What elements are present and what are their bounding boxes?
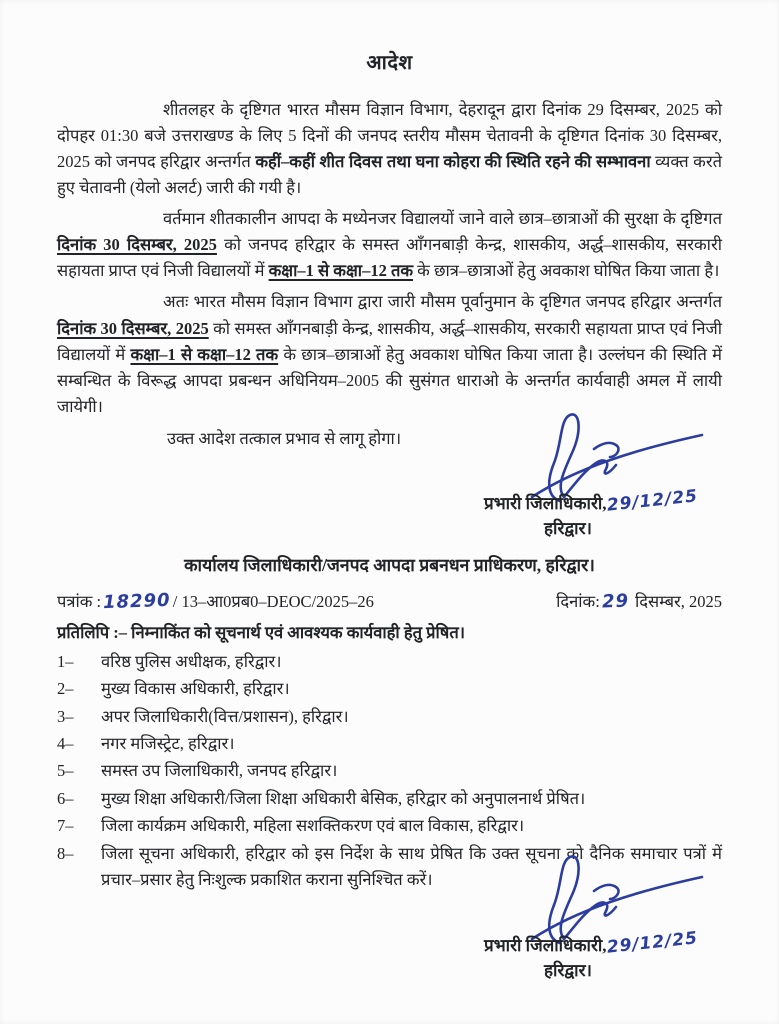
copy-item-8: 8– जिला सूचना अधिकारी, हरिद्वार को इस निर्देश के साथ प्रेषित कि उक्त सूचना को दैनिक समाचार पत्रों में प्रचार–प्रसार हेतु निःशुल्क प्रकाशित कराना सुनिश्चित करें। xyxy=(57,843,722,889)
signatory-title xyxy=(466,486,716,516)
paragraph-order-enforcement: अतः भारत मौसम विज्ञान विभाग द्वारा जारी मौसम पूर्वानुमान के दृष्टिगत जनपद हरिद्वार अन्तर्गत दिनांक 30 दिसम्बर, 2025 को समस्त ऑंगनबाड़ी केन्द्र, शासकीय, अर्द्ध–शासकीय, सरकारी सहायता प्राप्त एवं निजी विद्यालयों में कक्षा–1 से कक्षा–12 तक के छात्र–छात्राओं हेतु अवकाश घोषित किया जाता है। उल्लंघन की स्थिति में सम्बन्धित के विरूद्ध आपदा प्रबन्धन अधिनियम–2005 की सुसंगत धाराओ के अन्तर्गत कार्यवाही अमल में लायी जायेगी। xyxy=(57,292,722,416)
office-heading: कार्यालय जिलाधिकारी/जनपद आपदा प्रबनधन प्राधिकरण, हरिद्वार। xyxy=(184,554,595,575)
signature-block-bottom xyxy=(466,899,716,981)
letter-date-label: दिनांक: xyxy=(556,591,600,611)
effective-immediately-line: उक्त आदेश तत्काल प्रभाव से लागू होगा। xyxy=(167,428,402,448)
copy-item-4: 4– नगर मजिस्ट्रेट, हरिद्वार। xyxy=(57,733,235,753)
copy-to-heading: प्रतिलिपि :– निम्नाकिंत को सूचनार्थ एवं आवश्यक कार्यवाही हेतु प्रेषित। xyxy=(57,622,465,642)
signatory-place: हरिद्वार। xyxy=(544,961,592,981)
copy-item-6: 6– मुख्य शिक्षा अधिकारी/जिला शिक्षा अधिकारी बेसिक, हरिद्वार को अनुपालनार्थ प्रेषित। xyxy=(57,788,586,808)
letter-number xyxy=(57,589,374,612)
signature-date-handwritten: 29/12/25 xyxy=(605,486,699,516)
page-title: आदेश xyxy=(366,52,413,74)
paragraph-weather-warning: शीतलहर के दृष्टिगत भारत मौसम विज्ञान विभाग, देहरादून द्वारा दिनांक 29 दिसम्बर, 2025 को दोपहर 01:30 बजे उत्तराखण्ड के लिए 5 दिनों की जनपद स्तरीय मौसम चेतावनी के दृष्टिगत दिनांक 30 दिसम्बर, 2025 को जनपद हरिद्वार अन्तर्गत कहीं–कहीं शीत दिवस तथा घना कोहरा की स्थिति रहने की सम्भावना व्यक्त करते हुए चेतावनी (येलो अलर्ट) जारी की गयी है। xyxy=(57,100,722,198)
copy-item-5: 5– समस्त उप जिलाधिकारी, जनपद हरिद्वार। xyxy=(57,761,338,781)
letter-number-label: पत्रांक : xyxy=(57,591,102,611)
signature-date-handwritten: 29/12/25 xyxy=(605,928,699,959)
copy-item-1: 1– वरिष्ठ पुलिस अधीक्षक, हरिद्वार। xyxy=(57,651,282,671)
copy-item-2: 2– मुख्य विकास अधिकारी, हरिद्वार। xyxy=(57,679,290,699)
letter-date xyxy=(556,589,722,612)
letter-number-suffix: / 13–आ0प्रब0–DEOC/2025–26 xyxy=(172,591,374,611)
signatory-place: हरिद्वार। xyxy=(544,518,592,538)
signatory-title-text: प्रभारी जिलाधिकारी, xyxy=(484,936,607,956)
paragraph-holiday-declaration: वर्तमान शीतकालीन आपदा के मध्येनजर विद्यालयों जाने वाले छात्र–छात्राओं की सुरक्षा के दृष्टिगत दिनांक 30 दिसम्बर, 2025 को जनपद हरिद्वार के समस्त ऑंगनबाड़ी केन्द्र, शासकीय, अर्द्ध–शासकीय, सरकारी सहायता प्राप्त एवं निजी विद्यालयों में कक्षा–1 से कक्षा–12 तक के छात्र–छात्राओं हेतु अवकाश घोषित किया जाता है। xyxy=(57,209,722,281)
reference-row xyxy=(57,589,722,612)
letter-date-suffix: दिसम्बर, 2025 xyxy=(630,591,722,611)
signatory-title-text: प्रभारी जिलाधिकारी, xyxy=(484,493,607,513)
letter-date-handwritten: 29 xyxy=(601,590,630,613)
signature-block-top xyxy=(466,457,716,539)
copy-to-list xyxy=(57,649,722,894)
copy-item-3: 3– अपर जिलाधिकारी(वित्त/प्रशासन), हरिद्वार। xyxy=(57,706,349,726)
letter-number-handwritten: 18290 xyxy=(102,589,172,613)
copy-item-7: 7– जिला कार्यक्रम अधिकारी, महिला सशक्तिकरण एवं बाल विकास, हरिद्वार। xyxy=(57,816,525,836)
signatory-title xyxy=(466,928,716,959)
